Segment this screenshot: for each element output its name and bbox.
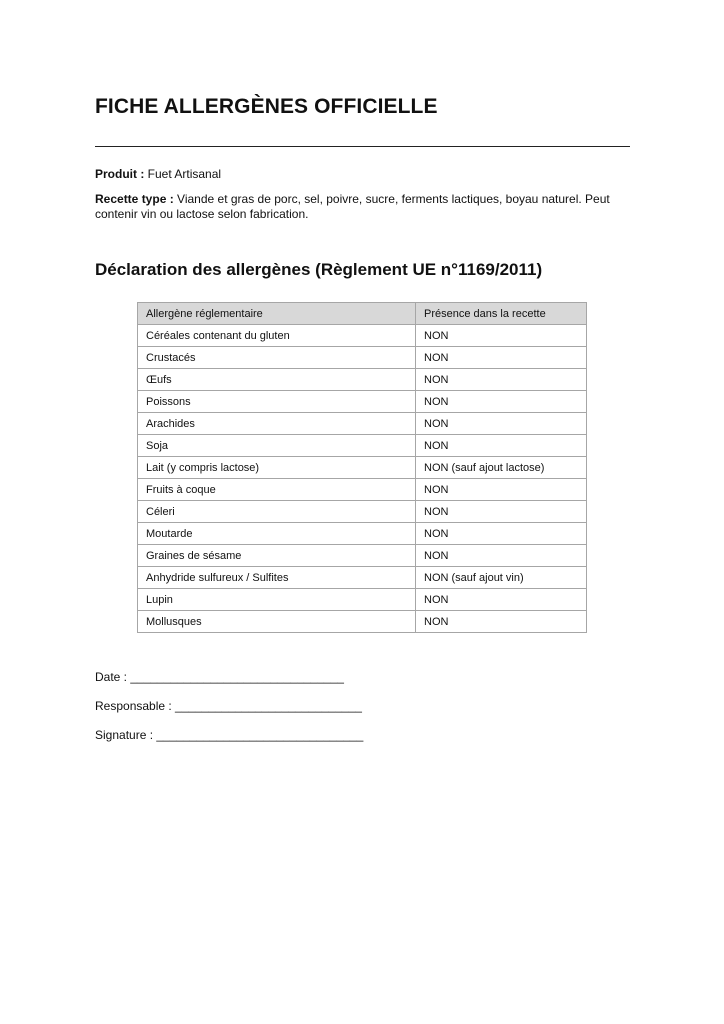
- allergen-table: [137, 302, 587, 633]
- allergen-cell: Arachides: [138, 413, 416, 435]
- allergen-cell: Céleri: [138, 501, 416, 523]
- document-title: FICHE ALLERGÈNES OFFICIELLE: [95, 95, 438, 118]
- table-row: [138, 413, 587, 435]
- responsable-line: Responsable : ____________________________: [95, 699, 362, 713]
- table-row: [138, 435, 587, 457]
- table-row: [138, 325, 587, 347]
- presence-cell: NON: [416, 325, 587, 347]
- presence-cell: NON: [416, 369, 587, 391]
- allergen-cell: Fruits à coque: [138, 479, 416, 501]
- product-field: [95, 167, 630, 182]
- header-allergen: Allergène réglementaire: [138, 303, 416, 325]
- allergen-cell: Poissons: [138, 391, 416, 413]
- presence-cell: NON: [416, 391, 587, 413]
- recipe-value: Viande et gras de porc, sel, poivre, sucre, ferments lactiques, boyau naturel. Peut contenir vin ou lactose selon fabrication.: [95, 192, 610, 221]
- presence-cell: NON: [416, 611, 587, 633]
- presence-cell: NON (sauf ajout vin): [416, 567, 587, 589]
- section-title: Déclaration des allergènes (Règlement UE n°1169/2011): [95, 260, 543, 279]
- date-line: Date : ________________________________: [95, 670, 344, 684]
- recipe-field: [95, 192, 630, 222]
- allergen-cell: Mollusques: [138, 611, 416, 633]
- table-row: [138, 611, 587, 633]
- presence-cell: NON: [416, 435, 587, 457]
- table-row: [138, 567, 587, 589]
- presence-cell: NON: [416, 501, 587, 523]
- table-row: [138, 501, 587, 523]
- table-row: [138, 479, 587, 501]
- presence-cell: NON: [416, 589, 587, 611]
- allergen-cell: Graines de sésame: [138, 545, 416, 567]
- table-body: [138, 325, 587, 633]
- table-row: [138, 523, 587, 545]
- table-row: [138, 369, 587, 391]
- presence-cell: NON (sauf ajout lactose): [416, 457, 587, 479]
- allergen-cell: Lupin: [138, 589, 416, 611]
- presence-cell: NON: [416, 545, 587, 567]
- header-presence: Présence dans la recette: [416, 303, 587, 325]
- product-value: Fuet Artisanal: [147, 167, 222, 181]
- table-row: [138, 391, 587, 413]
- allergen-cell: Céréales contenant du gluten: [138, 325, 416, 347]
- allergen-cell: Lait (y compris lactose): [138, 457, 416, 479]
- presence-cell: NON: [416, 523, 587, 545]
- presence-cell: NON: [416, 479, 587, 501]
- table-row: [138, 457, 587, 479]
- presence-cell: NON: [416, 347, 587, 369]
- allergen-cell: Moutarde: [138, 523, 416, 545]
- allergen-cell: Œufs: [138, 369, 416, 391]
- table-row: [138, 589, 587, 611]
- allergen-cell: Crustacés: [138, 347, 416, 369]
- table-row: [138, 545, 587, 567]
- table-row: [138, 347, 587, 369]
- table-header-row: [138, 303, 587, 325]
- allergen-cell: Anhydride sulfureux / Sulfites: [138, 567, 416, 589]
- allergen-cell: Soja: [138, 435, 416, 457]
- recipe-label: Recette type :: [95, 192, 174, 206]
- signature-line: Signature : _______________________________: [95, 728, 364, 742]
- presence-cell: NON: [416, 413, 587, 435]
- product-label: Produit :: [95, 167, 145, 181]
- title-divider: [95, 146, 630, 147]
